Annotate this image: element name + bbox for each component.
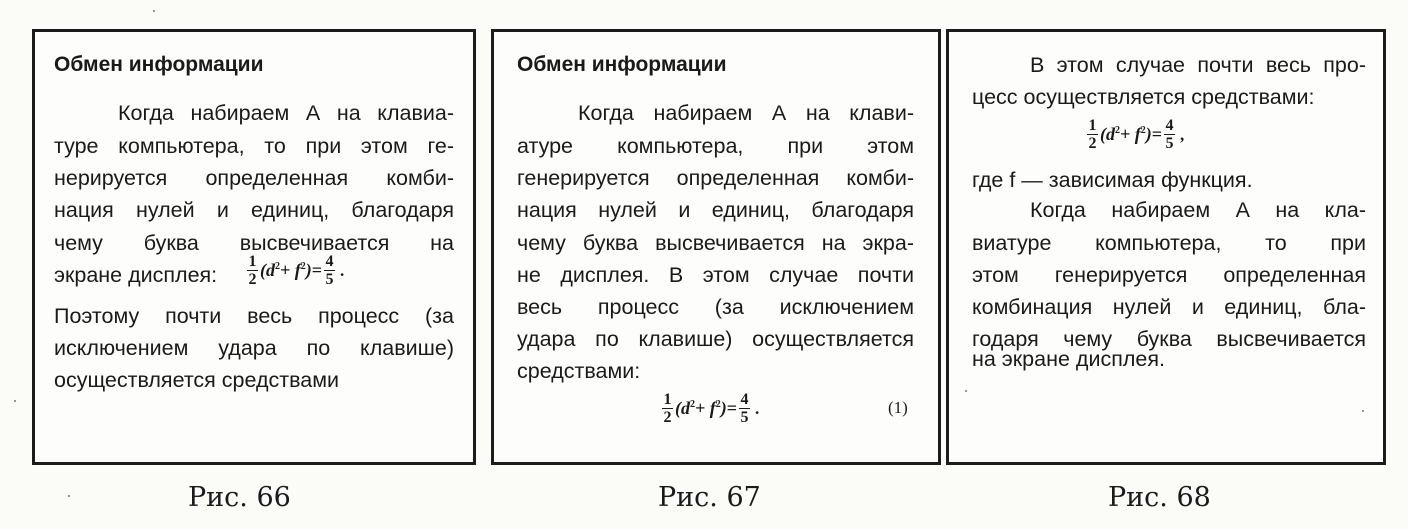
- figure-67-line-9: средствами:: [517, 359, 641, 383]
- figure-67-line-3: генерируется определенная комби-: [517, 166, 914, 190]
- figure-66-line-7: исключением удара по клавише): [54, 336, 454, 360]
- figure-68-line-1: В этом случае почти весь про-: [1030, 53, 1366, 77]
- formula-expression: $(d^2+ f^2)=$: [260, 260, 323, 280]
- figure-67-heading: Обмен информации: [517, 53, 727, 76]
- figure-66-formula: $\frac{1}{2}$ $(d^2+ f^2)=$ $\frac{4}{5}$ .: [248, 253, 345, 288]
- figure-67-line-4: нация нулей и единиц, благодаря: [517, 198, 914, 222]
- scan-speck: [68, 495, 70, 497]
- scan-speck: [965, 390, 967, 392]
- figure-66-caption: Рис. 66: [188, 482, 291, 513]
- figure-68-line-4: Когда набираем А на кла-: [1030, 198, 1366, 222]
- figure-66-line-5: чему буква высвечивается на: [54, 231, 454, 255]
- figure-66-line-3: нерируется определенная комби-: [54, 166, 454, 190]
- figure-67-line-5: чему буква высвечивается на экра-: [517, 231, 914, 255]
- fraction: $\frac{1}{2}$: [248, 253, 257, 288]
- figure-68-caption: Рис. 68: [1108, 482, 1211, 513]
- fraction: $\frac{4}{5}$: [740, 391, 749, 426]
- figure-68-line-9: на экране дисплея.: [972, 347, 1165, 371]
- figure-66-heading: Обмен информации: [54, 53, 264, 76]
- scan-speck: [1362, 410, 1364, 412]
- figure-66-line-1: Когда набираем А на клавиа-: [118, 101, 454, 125]
- figure-66-line-2: туре компьютера, то при этом ге-: [54, 134, 454, 158]
- figure-68-formula: $\frac{1}{2}$ $(d^2+ f^2)=$ $\frac{4}{5}$ ,: [1088, 117, 1185, 152]
- figure-67-line-6: не дисплея. В этом случае почти: [517, 263, 914, 287]
- figure-68-line-7: комбинация нулей и единиц, бла-: [972, 295, 1366, 319]
- scan-speck: [153, 10, 155, 12]
- equation-number: (1): [888, 398, 908, 417]
- figure-67-caption: Рис. 67: [658, 482, 761, 513]
- fraction: $\frac{4}{5}$: [325, 253, 334, 288]
- figure-68-line-2: цесс осуществляется средствами:: [972, 85, 1315, 109]
- figure-67-line-8: удара по клавише) осуществляется: [517, 327, 914, 351]
- figure-67-line-2: атуре компьютера, при этом: [517, 134, 914, 158]
- scan-speck: [14, 400, 16, 402]
- figure-66-line-6: Поэтому почти весь процесс (за: [54, 304, 454, 328]
- figure-67-line-1: Когда набираем А на клави-: [578, 101, 914, 125]
- figure-67-line-7: весь процесс (за исключением: [517, 295, 914, 319]
- formula-expression: $(d^2+ f^2)=$: [675, 398, 738, 418]
- figure-66-formula-prefix: экране дисплея:: [54, 263, 218, 287]
- fraction: $\frac{1}{2}$: [663, 391, 672, 426]
- figure-68-line-5: виатуре компьютера, то при: [972, 231, 1366, 255]
- fraction: $\frac{1}{2}$: [1088, 117, 1097, 152]
- figure-66-line-8: осуществляется средствами: [54, 368, 340, 392]
- fraction: $\frac{4}{5}$: [1165, 117, 1174, 152]
- figure-67-formula: $\frac{1}{2}$ $(d^2+ f^2)=$ $\frac{4}{5}$ .: [663, 391, 760, 426]
- figure-68-line-8: годаря чему буква высвечивается: [972, 327, 1366, 351]
- figure-66-line-4: нация нулей и единиц, благодаря: [54, 198, 454, 222]
- formula-expression: $(d^2+ f^2)=$: [1100, 124, 1163, 144]
- figure-68-line-6: этом генерируется определенная: [972, 263, 1366, 287]
- figure-68-line-3: где f — зависимая функция.: [972, 168, 1253, 192]
